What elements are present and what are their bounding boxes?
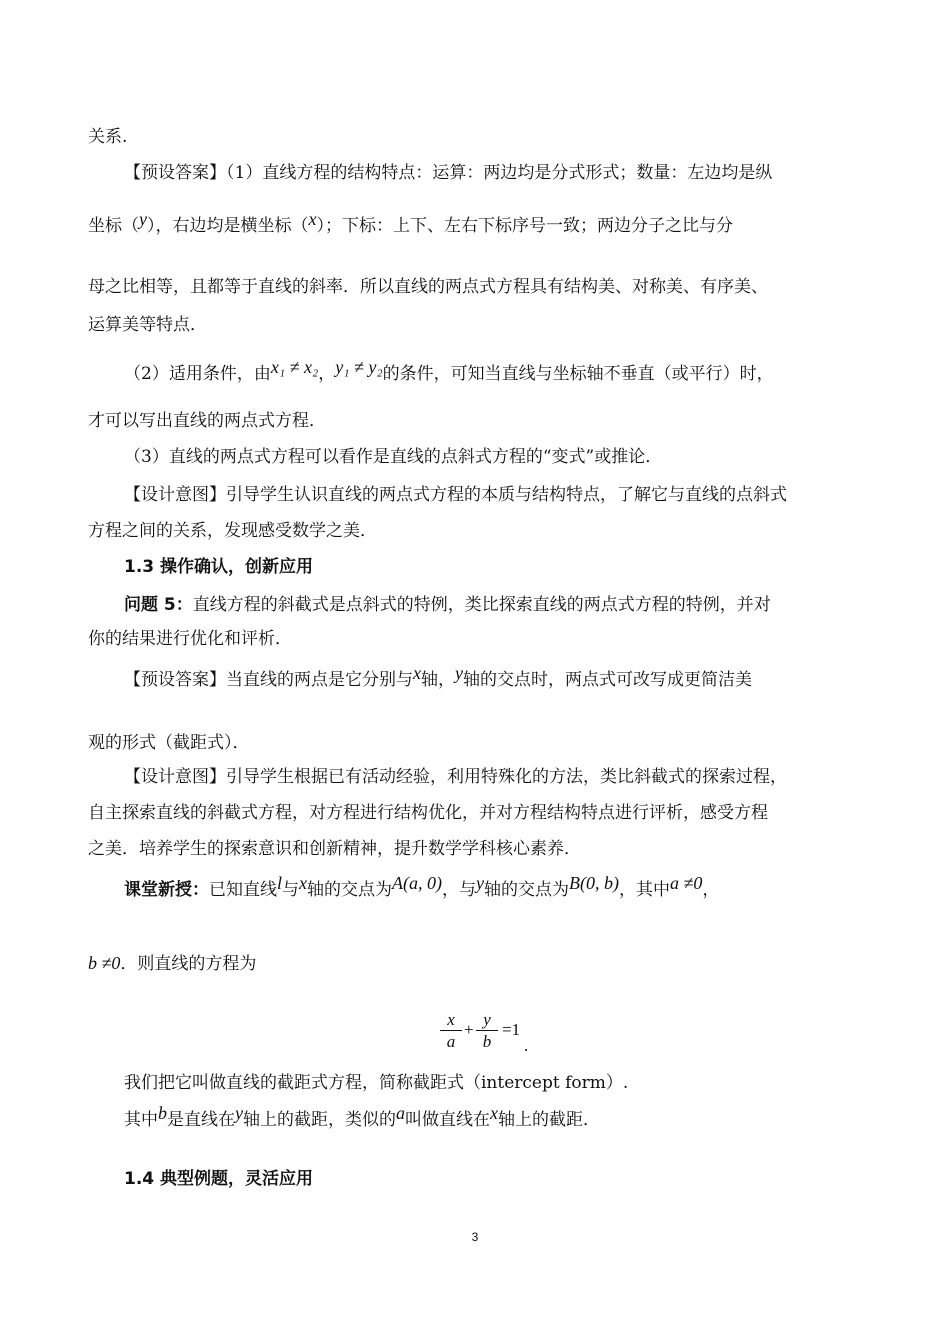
text: ，其中 <box>618 880 670 900</box>
plus-sign: + <box>464 1020 474 1039</box>
text: 轴的交点时，两点式可改写成更简洁美 <box>463 670 752 690</box>
math-b: b <box>158 1103 167 1123</box>
section-heading-1-4: 1.4 典型例题，灵活应用 <box>124 1169 314 1189</box>
text: 【设计意图】引导学生根据已有活动经验，利用特殊化的方法，类比斜截式的探索过程， <box>124 767 787 787</box>
condition-line <box>124 357 862 385</box>
text: 是直线在 <box>167 1110 235 1130</box>
text: ， <box>702 880 720 900</box>
math-l: l <box>277 873 283 893</box>
text: 轴的交点为 <box>307 880 393 900</box>
numerator: x <box>440 1010 462 1031</box>
math-y: y <box>476 873 484 893</box>
text: 母之比相等，且都等于直线的斜率．所以直线的两点式方程具有结构美、对称美、有序美、 <box>88 277 768 297</box>
math-y: y <box>455 663 463 683</box>
math-x: x <box>490 1103 498 1123</box>
text: 轴上的截距，类似的 <box>243 1110 396 1130</box>
text: （2）适用条件，由 <box>124 364 271 384</box>
section-heading-1-3: 1.3 操作确认，创新应用 <box>124 557 314 577</box>
paragraph <box>124 1072 862 1094</box>
math-a: a <box>396 1103 405 1123</box>
page-number: 3 <box>471 1230 479 1244</box>
period: . <box>524 1036 529 1055</box>
text: 叫做直线在 <box>405 1110 490 1130</box>
math-a-nonzero: a ≠0 <box>669 873 703 893</box>
text: 我们把它叫做直线的截距式方程，简称截距式（intercept form）. <box>124 1073 629 1093</box>
text: 已知直线 <box>209 880 277 900</box>
text: 轴的交点为 <box>484 880 569 900</box>
text: 运算美等特点． <box>88 315 207 335</box>
design-intent-2-line-3 <box>88 838 862 860</box>
math-point-a: A(a, 0) <box>392 873 442 893</box>
text: 其中 <box>124 1110 158 1130</box>
text: ）；下标：上下、左右下标序号一致；两边分子之比与分 <box>316 216 733 236</box>
fraction-y-over-b <box>476 1010 498 1053</box>
text: ， <box>318 364 336 384</box>
text: 关系. <box>88 127 128 147</box>
text: 观的形式（截距式）． <box>88 733 250 753</box>
intercept-definition-line <box>124 1103 862 1131</box>
text: 【设计意图】引导学生认识直线的两点式方程的本质与结构特点，了解它与直线的点斜式 <box>124 485 787 505</box>
question-label: 问题 5： <box>124 595 193 615</box>
design-intent-line-1 <box>124 484 862 506</box>
fraction-x-over-a <box>440 1010 462 1053</box>
math-b-nonzero: b ≠0 <box>88 953 121 973</box>
design-intent-2-line-1 <box>124 766 862 788</box>
new-lesson-label: 课堂新授： <box>124 880 209 900</box>
math-condition-x: x₁ ≠ x₂ <box>270 357 319 377</box>
math-x: x <box>299 873 308 893</box>
preset-answer-line-3 <box>88 276 862 298</box>
text: 的条件，可知当直线与坐标轴不垂直（或平行）时， <box>382 364 774 384</box>
text: 轴上的截距． <box>498 1110 600 1130</box>
text: 你的结果进行优化和评析． <box>88 629 292 649</box>
preset-answer-2-line-1 <box>124 663 862 691</box>
intercept-form-equation <box>440 1010 560 1058</box>
text: ．则直线的方程为 <box>120 954 257 974</box>
math-point-b: B(0, b) <box>569 873 619 893</box>
text: 与 <box>282 880 300 900</box>
denominator: a <box>446 1032 456 1051</box>
math-y: y <box>235 1103 243 1123</box>
preset-answer-line-4 <box>88 314 862 336</box>
paragraph <box>88 410 862 432</box>
math-y: y <box>139 209 147 229</box>
new-lesson-line-2 <box>88 952 862 975</box>
text: （3）直线的两点式方程可以看作是直线的点斜式方程的“变式”或推论． <box>124 447 663 467</box>
design-intent-2-line-2 <box>88 802 862 824</box>
preset-answer-2-line-2 <box>88 732 862 754</box>
text: ），右边均是横坐标（ <box>147 216 309 236</box>
paragraph <box>124 446 862 468</box>
math-x: x <box>308 209 317 229</box>
numerator: y <box>476 1010 498 1031</box>
math-condition-y: y₁ ≠ y₂ <box>335 357 383 377</box>
text: （1）直线方程的结构特点：运算：两边均是分式形式；数量：左边均是纵 <box>226 163 773 183</box>
paragraph <box>88 126 862 148</box>
question-5-line-1 <box>124 594 862 616</box>
question-5-line-2 <box>88 628 862 650</box>
math-x: x <box>413 663 421 683</box>
text: 方程之间的关系，发现感受数学之美． <box>88 521 377 541</box>
denominator: b <box>482 1032 492 1051</box>
tag: 【预设答案】 <box>124 163 226 183</box>
new-lesson-line-1 <box>124 873 862 901</box>
text: 轴， <box>421 670 455 690</box>
equals-one: =1 <box>502 1020 521 1039</box>
text: 才可以写出直线的两点式方程． <box>88 411 326 431</box>
text: 坐标（ <box>88 216 139 236</box>
preset-answer-line-1 <box>124 162 862 184</box>
text: ，与 <box>442 880 476 900</box>
preset-answer-line-2 <box>88 209 862 237</box>
text: 【预设答案】当直线的两点是它分别与 <box>124 670 413 690</box>
text: 直线方程的斜截式是点斜式的特例，类比探索直线的两点式方程的特例，并对 <box>192 595 771 615</box>
design-intent-line-2 <box>88 520 862 542</box>
text: 自主探索直线的斜截式方程，对方程进行结构优化，并对方程结构特点进行评析，感受方程 <box>88 803 768 823</box>
text: 之美．培养学生的探索意识和创新精神，提升数学学科核心素养． <box>88 839 581 859</box>
